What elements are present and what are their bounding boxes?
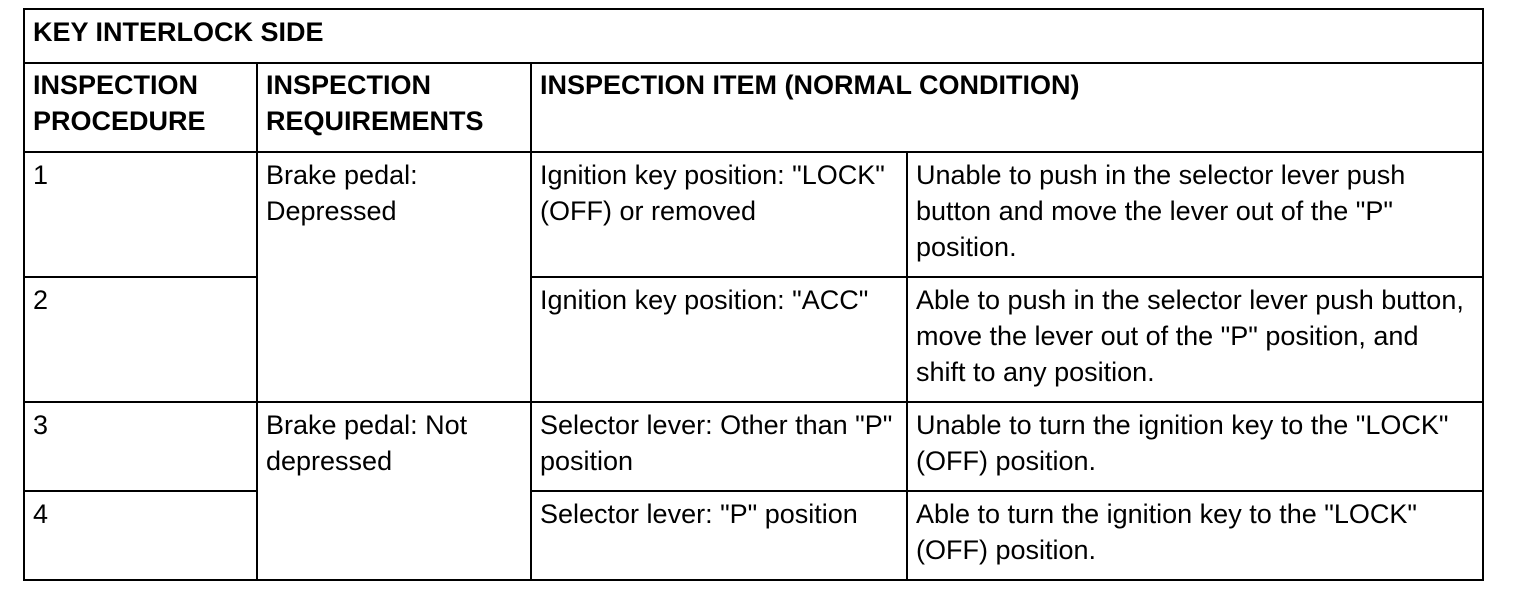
requirement-cell [257,152,531,402]
table-title: KEY INTERLOCK SIDE [24,9,1483,63]
table-header-row [24,63,1483,152]
condition-text: Ignition key position: "LOCK" (OFF) or removed [540,160,885,226]
requirement-text: Brake pedal: Depressed [266,160,418,226]
header-inspection-requirements-label: INSPECTION REQUIREMENTS [266,70,484,136]
header-inspection-item-label: INSPECTION ITEM (NORMAL CONDITION) [540,70,1080,100]
procedure-number: 2 [33,285,49,315]
result-cell [907,277,1483,402]
condition-cell [531,277,907,402]
procedure-cell [24,491,257,580]
condition-text: Selector lever: Other than "P" position [540,410,893,476]
result-cell [907,152,1483,277]
result-text: Able to turn the ignition key to the "LOCK" (OFF) position. [916,499,1417,565]
requirement-text: Brake pedal: Not depressed [266,410,468,476]
procedure-number: 4 [33,499,49,529]
result-text: Able to push in the selector lever push button, move the lever out of the "P" position, and shift to any position. [916,285,1464,387]
procedure-cell [24,402,257,491]
result-text: Unable to turn the ignition key to the "LOCK" (OFF) position. [916,410,1449,476]
table-row [24,152,1483,277]
condition-text: Ignition key position: "ACC" [540,285,869,315]
table-title-row [24,9,1483,63]
key-interlock-table [23,8,1484,581]
procedure-number: 1 [33,160,49,190]
condition-cell [531,402,907,491]
header-inspection-procedure [24,63,257,152]
table-row [24,491,1483,580]
result-cell [907,402,1483,491]
header-inspection-requirements [257,63,531,152]
condition-cell [531,491,907,580]
result-text: Unable to push in the selector lever push button and move the lever out of the "P" position. [916,160,1406,262]
header-inspection-procedure-label: INSPECTION PROCEDURE [33,70,206,136]
header-inspection-item [531,63,1483,152]
table-row [24,402,1483,491]
condition-cell [531,152,907,277]
condition-text: Selector lever: "P" position [540,499,858,529]
table-row [24,277,1483,402]
procedure-number: 3 [33,410,49,440]
procedure-cell [24,152,257,277]
requirement-cell [257,402,531,580]
procedure-cell [24,277,257,402]
result-cell [907,491,1483,580]
